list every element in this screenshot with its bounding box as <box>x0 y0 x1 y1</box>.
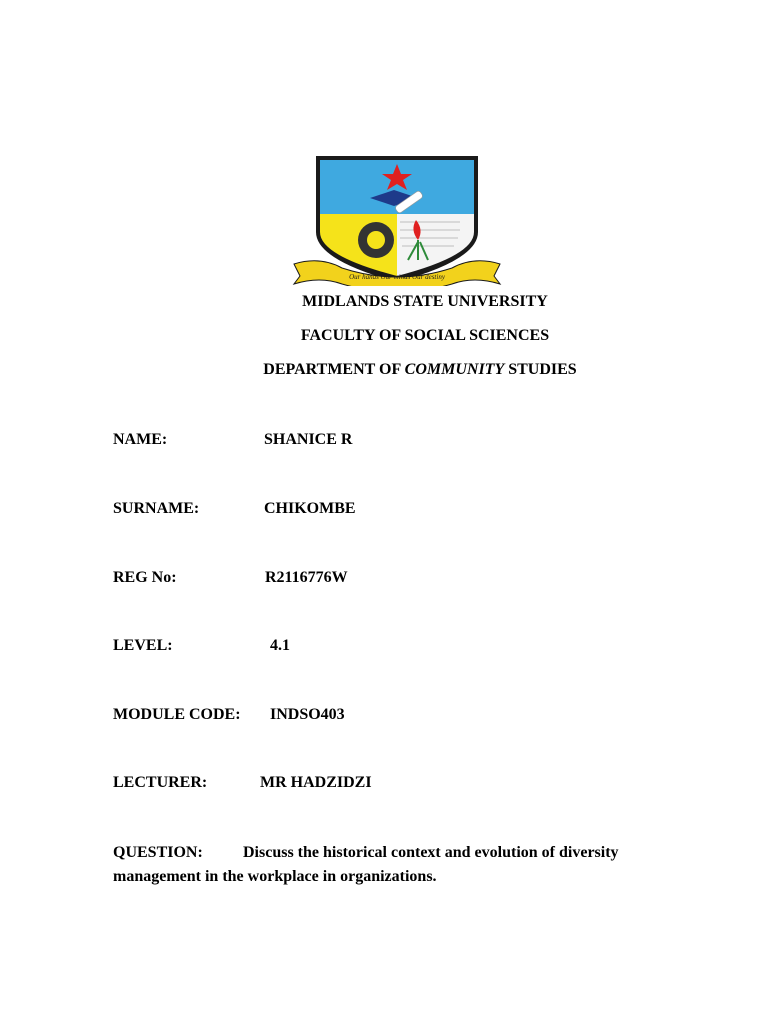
motto-text: Our hands Our minds Our destiny <box>349 273 445 281</box>
field-label: REG No: <box>113 569 177 586</box>
question-label: QUESTION: <box>113 844 203 861</box>
question-block <box>113 841 673 889</box>
department-name <box>0 360 768 380</box>
department-prefix: DEPARTMENT OF <box>263 361 401 378</box>
field-value: CHIKOMBE <box>264 500 356 517</box>
university-name: MIDLANDS STATE UNIVERSITY <box>302 293 548 310</box>
field-label: LEVEL: <box>113 637 173 654</box>
department-emphasis: COMMUNITY <box>404 361 505 378</box>
field-label: NAME: <box>113 431 168 448</box>
department-suffix: STUDIES <box>508 361 577 378</box>
field-value: MR HADZIDZI <box>260 774 372 791</box>
university-crest-logo <box>290 152 504 286</box>
field-label: LECTURER: <box>113 774 208 791</box>
field-value: 4.1 <box>270 637 290 654</box>
field-value: SHANICE R <box>264 431 353 448</box>
field-value: R2116776W <box>265 569 348 586</box>
field-value: INDSO403 <box>270 706 345 723</box>
field-label: SURNAME: <box>113 500 200 517</box>
faculty-name: FACULTY OF SOCIAL SCIENCES <box>300 327 550 344</box>
question-text: Discuss the historical context and evolution of diversity management in the workplace in organizations. <box>113 844 619 885</box>
field-label: MODULE CODE: <box>113 706 241 723</box>
